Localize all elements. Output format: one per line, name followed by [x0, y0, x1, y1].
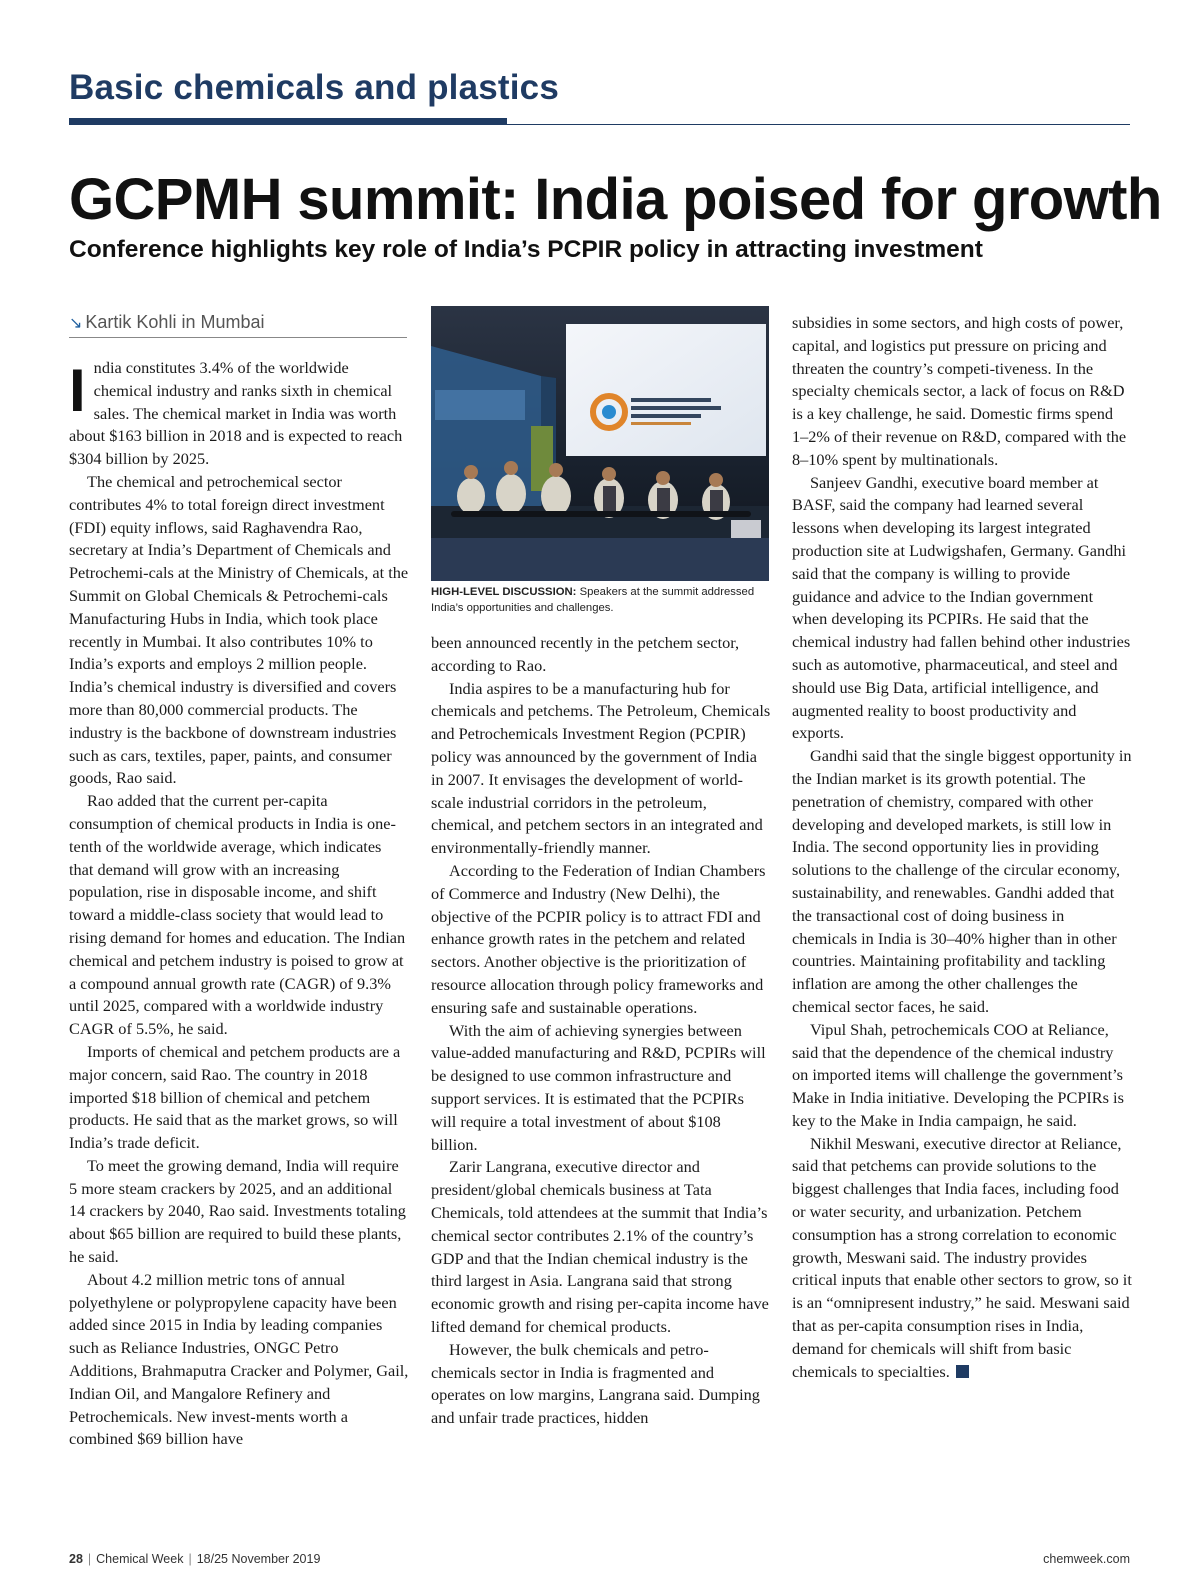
section-rule	[69, 124, 1130, 125]
paragraph-text: The chemical and petrochemical sector contributes 4% to total foreign direct investment (FDI) equity inflows, said Raghavendra Rao, secretary at India’s Department of Chemicals and Petrochemi-cals at the Ministry of Chemicals, at the Summit on Global Chemicals & Petrochemi-cals Manufacturing Hubs in India, which took place recently in Mumbai. It also contributes 10% to India’s exports and employs 2 million people. India’s chemical industry is diversified and covers more than 80,000 commercial products. The industry is the backbone of downstream industries such as cars, textiles, paper, paints, and consumer goods, Rao said.	[69, 471, 409, 788]
paragraph	[792, 472, 1132, 746]
summit-photo	[431, 306, 769, 581]
paragraph-text: To meet the growing demand, India will require 5 more steam crackers by 2025, and an additional 14 crackers by 2040, Rao said. Investments totaling about $65 billion are required to build these plants, he said.	[69, 1155, 406, 1267]
paragraph-text: Rao added that the current per-capita consumption of chemical products in India is one-tenth of the worldwide average, which indicates that demand will grow with an increasing population, rise in disposable income, and shift toward a middle-class society that would lead to rising demand for homes and education. The Indian chemical and petchem industry is poised to grow at a compound annual growth rate (CAGR) of 9.3% until 2025, compared with a worldwide industry CAGR of 5.5%, he said.	[69, 791, 406, 1039]
paragraph	[792, 1019, 1132, 1133]
paragraph-text: Nikhil Meswani, executive director at Reliance, said that petchems can provide solutions to the biggest challenges that India faces, including food or water security, and urbanization. Petchem consumption has a strong correlation to economic growth, Meswani said. The industry provides critical inputs that enable other sectors to grow, so it is an “omnipresent industry,” he said. Meswani said that as per-capita consumption rises in India, demand for chemicals will shift from basic chemicals to specialties.	[792, 1133, 1132, 1381]
paragraph	[69, 1269, 409, 1451]
deck: Conference highlights key role of India’s PCPIR policy in attracting investment	[69, 236, 983, 263]
paragraph	[792, 745, 1132, 1019]
paragraph-text: With the aim of achieving synergies between value-added manufacturing and R&D, PCPIRs will be designed to use common infrastructure and support services. It is estimated that the PCPIRs will require a total investment of about $108 billion.	[431, 1020, 766, 1154]
paragraph	[431, 860, 771, 1020]
paragraph-text: Sanjeev Gandhi, executive board member at BASF, said the company had learned several lessons when developing its largest integrated production site at Ludwigshafen, Germany. Gandhi said that the company is willing to provide guidance and advice to the Indian government when developing its PCPIRs. He said that the chemical industry had fallen behind other industries such as automotive, pharmaceutical, and steel and should use Big Data, artificial intelligence, and augmented reality to boost productivity and exports.	[792, 472, 1131, 743]
paragraph-text: Gandhi said that the single biggest opportunity in the Indian market is its growth potential. The penetration of chemistry, compared with other developing and developed markets, is still low in India. The second opportunity lies in providing solutions to the challenge of the circular economy, sustainability, and renewables. Gandhi added that the transactional cost of doing business in chemicals in India is 30–40% higher than in other countries. Maintaining profitability and tackling inflation are among the other challenges the chemical sector faces, he said.	[792, 746, 1132, 1016]
headline: GCPMH summit: India poised for growth	[69, 167, 1162, 232]
paragraph-text: Zarir Langrana, executive director and president/global chemicals business at Tata Chemicals, told attendees at the summit that India’s chemical sector contributes 2.1% of the country’s GDP and that the Indian chemical industry is the third largest in Asia. Langrana said that strong economic growth and rising per-capita income have lifted demand for chemical products.	[431, 1157, 769, 1336]
paragraph-text: About 4.2 million metric tons of annual polyethylene or polypropylene capacity have been added since 2015 in India by leading companies such as Reliance Industries, ONGC Petro Additions, Brahmaputra Cracker and Polymer, Gail, Indian Oil, and Mangalore Refinery and Petrochemicals. New invest-ments worth a combined $69 billion have	[69, 1269, 409, 1449]
paragraph	[792, 312, 1132, 472]
paragraph-text: India aspires to be a manufacturing hub for chemicals and petchems. The Petroleum, Chemicals and Petrochemicals Investment Region (PCPIR) policy was announced by the government of India in 2007. It envisages the development of world-scale industrial corridors in the petroleum, chemical, and petchem sectors in an integrated and environmentally-friendly manner.	[431, 678, 771, 858]
column-2	[431, 632, 771, 1430]
website-link[interactable]: chemweek.com	[1043, 1552, 1130, 1566]
paragraph-text: According to the Federation of Indian Chambers of Commerce and Industry (New Delhi), the objective of the PCPIR policy is to attract FDI and enhance growth rates in the petchem and related sectors. Another objective is the prioritization of resource allocation through policy frameworks and ensuring safe and sustainable operations.	[431, 860, 766, 1017]
paragraph	[69, 471, 409, 790]
drop-cap: I	[69, 357, 86, 424]
arrow-down-right-icon: ↘	[69, 315, 83, 332]
paragraph-text: However, the bulk chemicals and petro-chemicals sector in India is fragmented and operates on low margins, Langrana said. Dumping and unfair trade practices, hidden	[431, 1339, 760, 1428]
column-3	[792, 312, 1132, 1383]
paragraph	[431, 678, 771, 860]
paragraph	[69, 1155, 409, 1269]
paragraph	[69, 1041, 409, 1155]
byline-text: Kartik Kohli in Mumbai	[85, 312, 265, 332]
paragraph-text: subsidies in some sectors, and high costs of power, capital, and logistics put pressure on pricing and threaten the country’s competi-tiveness. In the specialty chemicals sector, a lack of focus on R&D is a key challenge, he said. Domestic firms spend 1–2% of their revenue on R&D, compared with the 8–10% spent by multinationals.	[792, 313, 1127, 469]
paragraph-text: ndia constitutes 3.4% of the worldwide chemical industry and ranks sixth in chemical sales. The chemical market in India was worth about $163 billion in 2018 and is expected to reach $304 billion by 2025.	[69, 358, 403, 469]
byline	[69, 312, 407, 338]
paragraph	[69, 357, 409, 471]
caption-text: Speakers at the summit addressed India’s opportunities and challenges.	[431, 586, 755, 614]
end-of-article-mark	[956, 1365, 969, 1378]
issue-date: 18/25 November 2019	[196, 1552, 321, 1566]
section-title: Basic chemicals and plastics	[69, 68, 560, 107]
photo-caption	[431, 584, 769, 616]
paragraph-text: Vipul Shah, petrochemicals COO at Reliance, said that the dependence of the chemical industry on imported items will challenge the government’s Make in India initiative. Developing the PCPIRs is key to the Make in India campaign, he said.	[792, 1019, 1124, 1130]
photo-illustration	[431, 306, 769, 581]
paragraph-text: Imports of chemical and petchem products are a major concern, said Rao. The country in 2018 imported $18 billion of chemical and petchem products. He said that as the market grows, so will India’s trade deficit.	[69, 1041, 401, 1153]
page-number: 28	[69, 1552, 83, 1566]
paragraph	[69, 790, 409, 1041]
paragraph	[792, 1133, 1132, 1384]
paragraph	[431, 632, 771, 678]
publication-name: Chemical Week	[96, 1552, 184, 1566]
column-1	[69, 357, 409, 1451]
paragraph-text: been announced recently in the petchem sector, according to Rao.	[431, 633, 740, 675]
footer-left: 28 | Chemical Week | 18/25 November 2019	[69, 1552, 321, 1566]
caption-label: HIGH-LEVEL DISCUSSION:	[431, 586, 577, 598]
paragraph	[431, 1020, 771, 1157]
paragraph	[431, 1156, 771, 1338]
paragraph	[431, 1339, 771, 1430]
